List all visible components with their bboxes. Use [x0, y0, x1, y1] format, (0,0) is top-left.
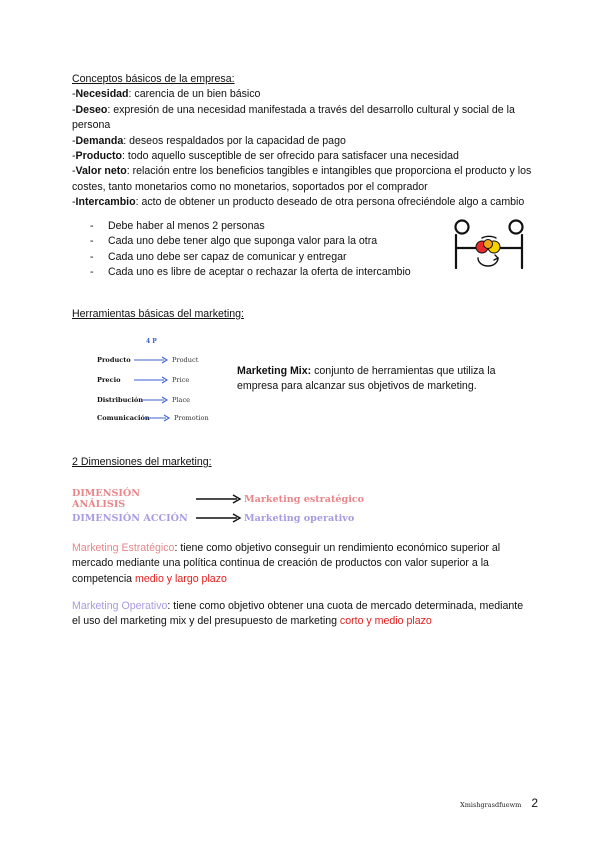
mix-row: Producto Product [97, 356, 199, 364]
arrow-right-icon [133, 376, 169, 384]
operative-marketing-paragraph: Marketing Operativo: tiene como objetivo obtener una cuota de mercado determinada, mediante el uso del marketing mix y del presupuesto de marketing corto y medio plazo [72, 600, 524, 628]
concepts-section [72, 72, 532, 211]
list-item: - Cada uno es libre de aceptar o rechazar la oferta de intercambio [90, 265, 411, 280]
marketing-mix-definition: Marketing Mix: conjunto de herramientas que utiliza la empresa para alcanzar sus objetivos de marketing. [237, 365, 496, 393]
arrow-right-icon [143, 414, 171, 422]
mix-label: 4 P [146, 338, 157, 345]
dimension-row: DIMENSIÓN ACCIÓN Marketing operativo [72, 512, 355, 524]
list-item: - Cada uno debe tener algo que suponga valor para la otra [90, 234, 411, 249]
exchange-conditions-list [90, 219, 411, 280]
concept-item: -Valor neto: relación entre los beneficios tangibles e intangibles que proporciona el producto y los costes, tanto monetarios como no monetarios, soportados por el comprador [72, 165, 532, 193]
strategic-marketing-paragraph: Marketing Estratégico: tiene como objetivo conseguir un rendimiento económico superior al mercado mediante una política continua de creación de productos con valor superior a la competencia medio y largo plazo [72, 542, 501, 585]
concept-item: -Intercambio: acto de obtener un producto deseado de otra persona ofreciéndole algo a cambio [72, 196, 525, 209]
arrow-right-icon [194, 493, 244, 505]
dimensions-heading: 2 Dimensiones del marketing: [72, 456, 212, 468]
arrow-right-icon [194, 512, 244, 524]
footer-signature: Xmishgrasdfuewm [460, 801, 522, 809]
mix-row: Distribución Place [97, 396, 191, 404]
mix-row: Comunicación Promotion [97, 414, 209, 422]
page-number: 2 [531, 796, 538, 810]
concept-item: -Necesidad: carencia de un bien básico [72, 88, 261, 101]
arrow-right-icon [133, 356, 169, 364]
tools-heading: Herramientas básicas del marketing: [72, 308, 244, 320]
dimension-row: DIMENSIÓN ANÁLISIS Marketing estratégico [72, 488, 365, 510]
exchange-illustration [448, 218, 530, 270]
concept-item: -Producto: todo aquello susceptible de ser ofrecido para satisfacer una necesidad [72, 150, 459, 163]
list-item: - Cada uno debe ser capaz de comunicar y entregar [90, 250, 411, 265]
list-item: - Debe haber al menos 2 personas [90, 219, 411, 234]
arrow-right-icon [141, 396, 169, 404]
concept-item: -Deseo: expresión de una necesidad manifestada a través del desarrollo cultural y social de la persona [72, 103, 515, 132]
concepts-heading: Conceptos básicos de la empresa: [72, 73, 235, 85]
mix-row: Precio Price [97, 376, 190, 384]
page-footer [460, 796, 538, 810]
concept-item: -Demanda: deseos respaldados por la capacidad de pago [72, 134, 346, 147]
